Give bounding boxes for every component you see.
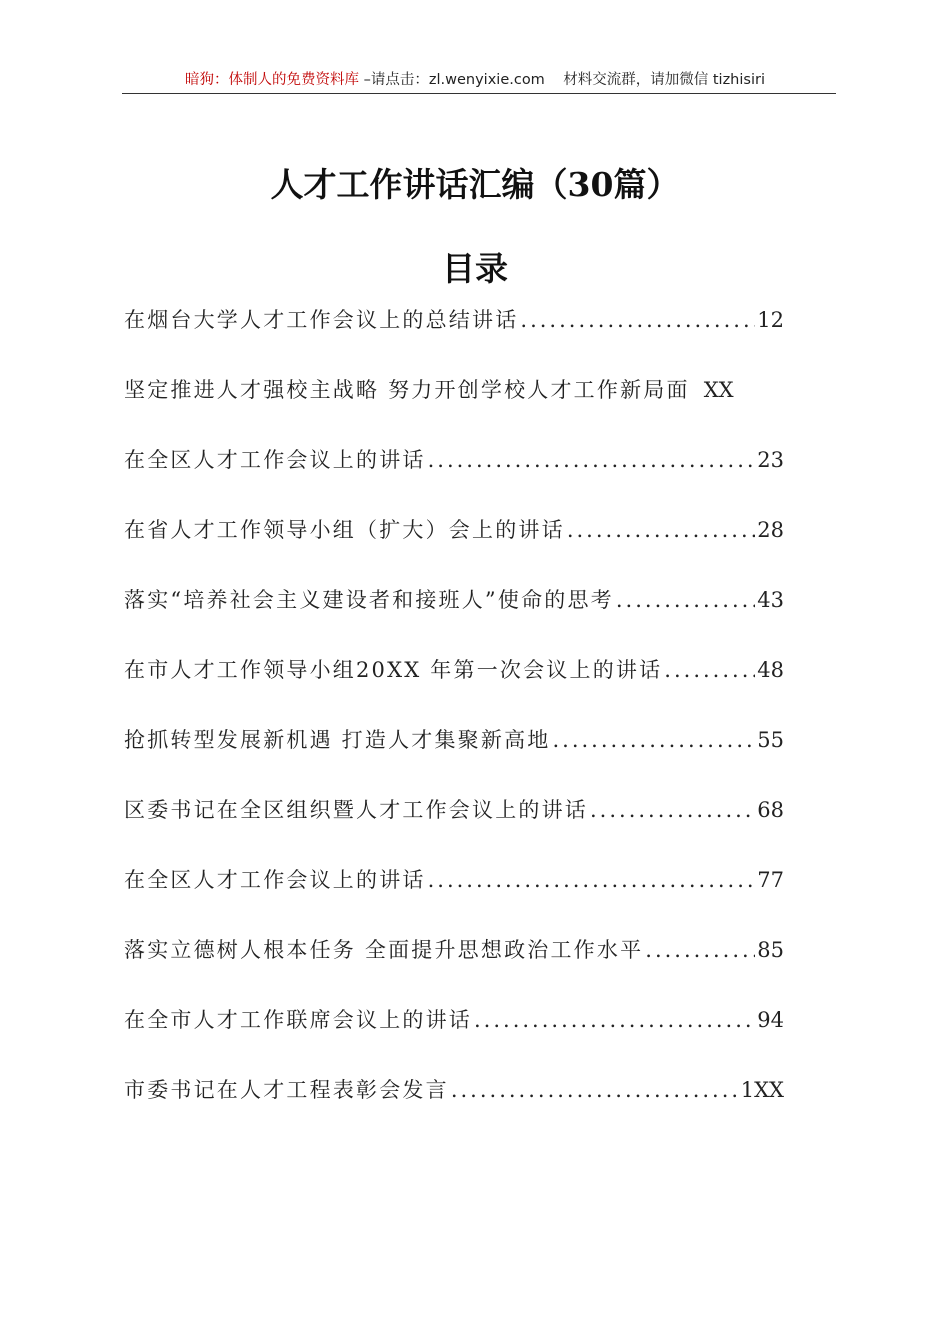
- toc-entry-title: 抢抓转型发展新机遇 打造人才集聚新高地: [124, 728, 551, 752]
- toc-page-number: 55: [757, 728, 784, 752]
- header-url-link[interactable]: zl.wenyixie.com: [428, 72, 545, 88]
- header-click-prompt: –请点击：: [359, 72, 429, 88]
- toc-dot-leader: [428, 440, 756, 480]
- toc-entry[interactable]: [124, 440, 784, 510]
- toc-entry[interactable]: [124, 720, 784, 790]
- toc-page-number: 1XX: [740, 1078, 784, 1102]
- toc-page-number: 23: [757, 448, 784, 472]
- header-group-info: 材料交流群，请加微信 tizhisiri: [563, 72, 765, 88]
- toc-entry[interactable]: [124, 510, 784, 580]
- toc-entry[interactable]: [124, 790, 784, 860]
- toc-entry[interactable]: [124, 370, 784, 440]
- toc-dot-leader: [645, 930, 755, 970]
- toc-entry-title: 在市人才工作领导小组20XX 年第一次会议上的讲话: [124, 658, 663, 682]
- toc-dot-leader: [567, 510, 755, 550]
- toc-dot-leader: [664, 650, 755, 690]
- toc-entry[interactable]: [124, 860, 784, 930]
- toc-entry-title: 在烟台大学人才工作会议上的总结讲话: [124, 308, 519, 332]
- toc-dot-leader: [520, 300, 755, 340]
- toc-entry[interactable]: [124, 580, 784, 650]
- toc-entry[interactable]: [124, 930, 784, 1000]
- toc-entry-title: 落实立德树人根本任务 全面提升思想政治工作水平: [124, 938, 644, 962]
- toc-entry[interactable]: [124, 300, 784, 370]
- table-of-contents: [124, 300, 784, 1140]
- toc-entry[interactable]: [124, 1000, 784, 1070]
- toc-heading: 目录: [442, 249, 508, 288]
- toc-dot-leader: [590, 790, 755, 830]
- toc-page-number: 85: [757, 938, 784, 962]
- toc-page-number: XX: [703, 378, 734, 402]
- toc-page-number: 48: [757, 658, 784, 682]
- toc-page-number: 94: [757, 1008, 784, 1032]
- toc-dot-leader: [451, 1070, 739, 1110]
- toc-entry-title: 区委书记在全区组织暨人才工作会议上的讲话: [124, 798, 588, 822]
- toc-page-number: 28: [757, 518, 784, 542]
- toc-page-number: 43: [757, 588, 784, 612]
- toc-entry[interactable]: [124, 650, 784, 720]
- toc-entry-title: 在全区人才工作会议上的讲话: [124, 448, 426, 472]
- toc-entry-title: 在全市人才工作联席会议上的讲话: [124, 1008, 472, 1032]
- toc-entry-title: 落实“培养社会主义建设者和接班人”使命的思考: [124, 588, 614, 612]
- document-title: 人才工作讲话汇编（30篇）: [270, 165, 680, 204]
- page-header: [0, 70, 950, 90]
- toc-page-number: 68: [757, 798, 784, 822]
- header-divider: [122, 93, 836, 94]
- toc-dot-leader: [616, 580, 755, 620]
- toc-page-number: 77: [757, 868, 784, 892]
- toc-entry-title: 坚定推进人才强校主战略 努力开创学校人才工作新局面: [124, 378, 690, 402]
- toc-entry-title: 在省人才工作领导小组（扩大）会上的讲话: [124, 518, 565, 542]
- toc-dot-leader: [552, 720, 755, 760]
- toc-entry-title: 市委书记在人才工程表彰会发言: [124, 1078, 449, 1102]
- toc-dot-leader: [474, 1000, 755, 1040]
- toc-page-number: 12: [757, 308, 784, 332]
- toc-entry[interactable]: [124, 1070, 784, 1140]
- header-site-name: 暗狗：体制人的免费资料库: [185, 72, 360, 88]
- toc-dot-leader: [428, 860, 756, 900]
- toc-entry-title: 在全区人才工作会议上的讲话: [124, 868, 426, 892]
